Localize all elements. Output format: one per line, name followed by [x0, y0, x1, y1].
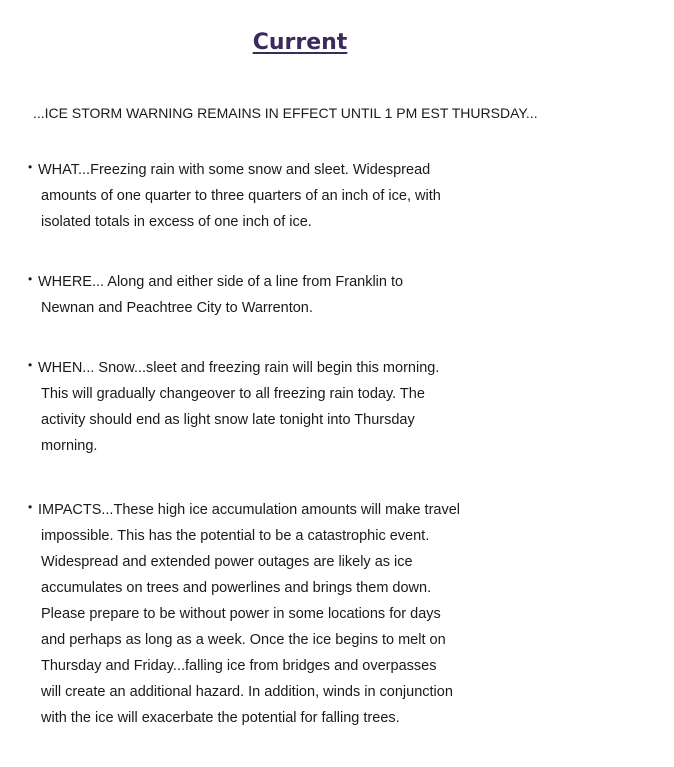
what-line-1: • WHAT...Freezing rain with some snow and sleet. Widespread: [28, 157, 441, 183]
what-section: [28, 157, 441, 235]
when-line-1: • WHEN... Snow...sleet and freezing rain will begin this morning.: [28, 355, 439, 381]
impacts-line-2: impossible. This has the potential to be a catastrophic event.: [41, 528, 430, 544]
impacts-line-1: • IMPACTS...These high ice accumulation amounts will make travel: [28, 497, 460, 523]
where-line-2: Newnan and Peachtree City to Warrenton.: [41, 300, 313, 316]
where-line-1: • WHERE... Along and either side of a line from Franklin to: [28, 269, 403, 295]
what-line-3: isolated totals in excess of one inch of ice.: [41, 214, 312, 230]
when-section: [28, 355, 439, 459]
when-line-4: morning.: [41, 438, 98, 454]
impacts-line-3: Widespread and extended power outages are likely as ice: [41, 554, 413, 570]
bullet-icon: •: [28, 272, 33, 286]
impacts-section: [28, 497, 460, 731]
impacts-line-9: with the ice will exacerbate the potential for falling trees.: [41, 710, 400, 726]
impacts-line-8: will create an additional hazard. In addition, winds in conjunction: [41, 684, 453, 700]
when-line-3: activity should end as light snow late tonight into Thursday: [41, 412, 415, 428]
page-title: Current: [252, 30, 348, 55]
warning-headline: ...ICE STORM WARNING REMAINS IN EFFECT UNTIL 1 PM EST THURSDAY...: [33, 105, 538, 121]
bullet-icon: •: [28, 358, 33, 372]
bullet-icon: •: [28, 160, 33, 174]
impacts-line-4: accumulates on trees and powerlines and brings them down.: [41, 580, 432, 596]
impacts-line-6: and perhaps as long as a week. Once the ice begins to melt on: [41, 632, 446, 648]
what-line-2: amounts of one quarter to three quarters of an inch of ice, with: [41, 188, 441, 204]
impacts-line-7: Thursday and Friday...falling ice from bridges and overpasses: [41, 658, 437, 674]
bullet-icon: •: [28, 500, 33, 514]
impacts-line-5: Please prepare to be without power in some locations for days: [41, 606, 441, 622]
where-section: [28, 269, 403, 321]
when-line-2: This will gradually changeover to all freezing rain today. The: [41, 386, 425, 402]
